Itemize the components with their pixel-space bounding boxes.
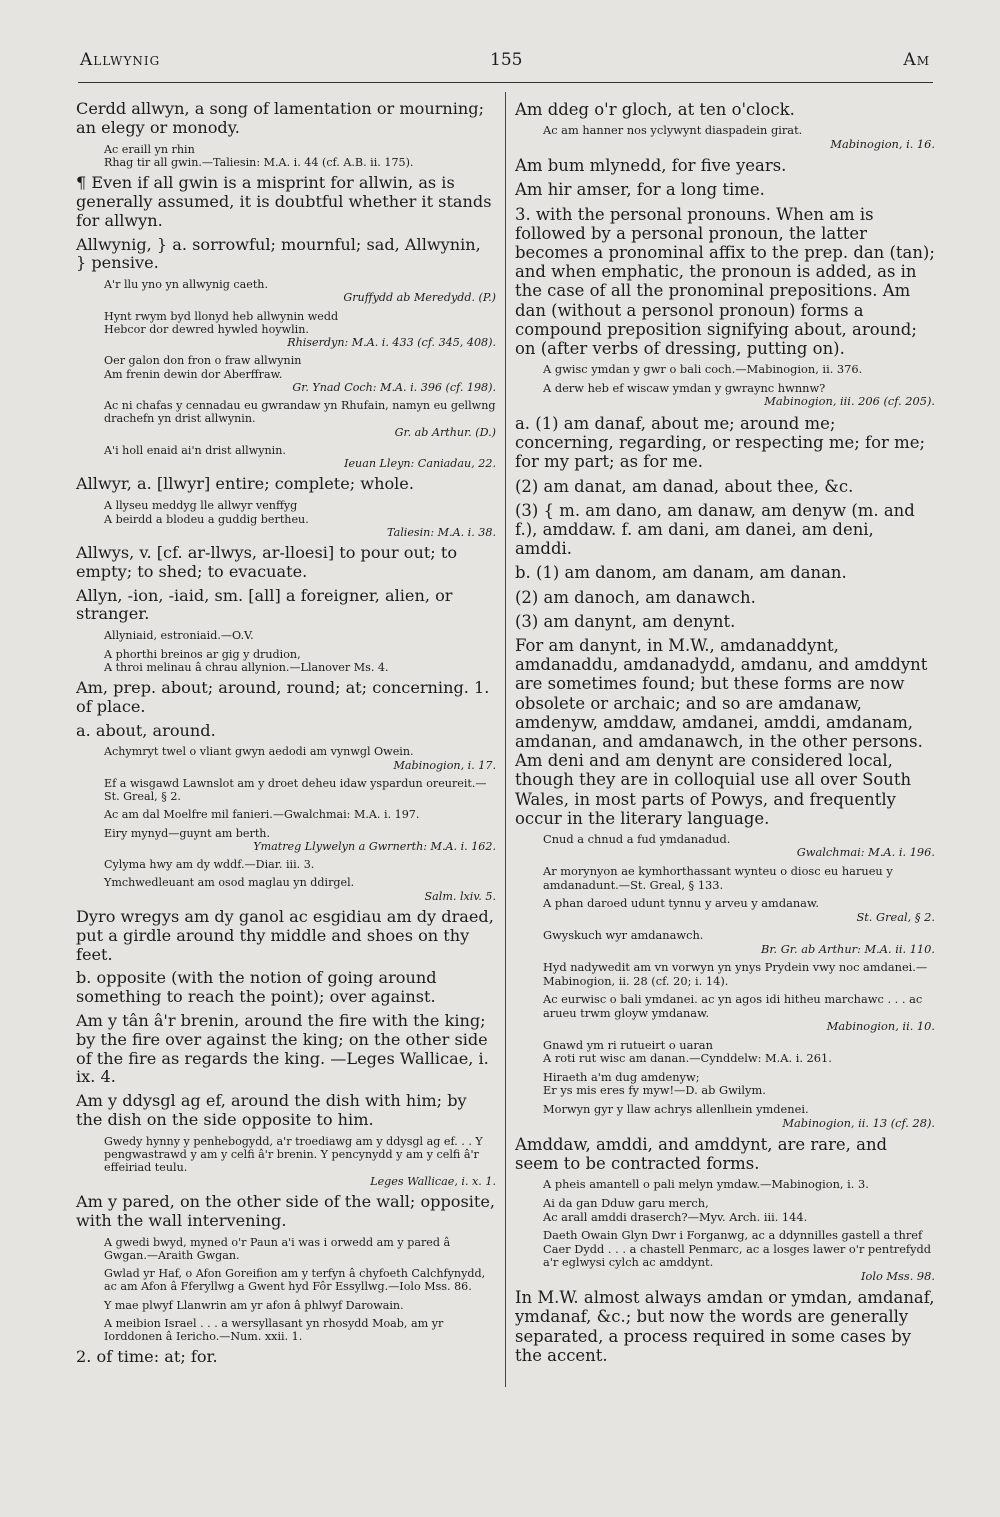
quotation-line: A derw heb ef wiscaw ymdan y gwraync hwnnw?	[543, 380, 826, 395]
quotation-line: Hebcor dor dewred hywled hoywlin.	[104, 322, 309, 336]
entry-paragraph: Allwynig, } a. sorrowful; mournful; sad, Allwynin, } pensive.	[76, 234, 481, 273]
quotation	[104, 1267, 496, 1294]
quotation	[104, 444, 496, 471]
quotation-line: Ef a wisgawd Lawnslot am y droet deheu idaw yspardun oreureit.—St. Greal, § 2.	[104, 776, 487, 804]
page-number: 155	[490, 50, 523, 70]
quotation	[104, 310, 496, 350]
quotation-line: A beirdd a blodeu a guddig bertheu.	[104, 512, 309, 526]
entry-paragraph: b. (1) am danom, am danam, am danan.	[515, 563, 847, 583]
quotation-line: Gwyskuch wyr amdanawch.	[543, 928, 704, 943]
left-column	[76, 100, 496, 1372]
quotation-line: Ac am hanner nos yclywynt diaspadein girat.	[543, 123, 803, 138]
header-rule	[78, 82, 933, 83]
quotation	[104, 827, 496, 854]
quotation	[543, 961, 935, 988]
entry-paragraph: Cerdd allwyn, a song of lamentation or mourning; an elegy or monody.	[76, 99, 485, 137]
right-column	[515, 100, 935, 1370]
running-header	[80, 50, 930, 74]
quotation	[543, 929, 935, 956]
quotation	[104, 745, 496, 772]
entry-paragraph: Am hir amser, for a long time.	[515, 180, 765, 200]
quotation-source: Br. Gr. ab Arthur: M.A. ii. 110.	[760, 941, 935, 956]
entry-paragraph: ¶ Even if all gwin is a misprint for allwin, as is generally assumed, it is doubtful whether it stands for allwyn.	[76, 173, 492, 230]
quotation-line: A gwisc ymdan y gwr o bali coch.—Mabinogion, ii. 376.	[543, 362, 863, 377]
entry-paragraph: Am ddeg o'r gloch, at ten o'clock.	[515, 100, 795, 119]
quotation-line: Ymchwedleuant am osod maglau yn ddirgel.	[104, 876, 355, 890]
quotation-line: Hiraeth a'm dug amdenyw;	[543, 1069, 700, 1084]
entry-paragraph: Allyn, -ion, -iaid, sm. [all] a foreigner, alien, or stranger.	[76, 585, 453, 624]
quotation-source: St. Greal, § 2.	[856, 909, 935, 924]
entry-paragraph: (3) { m. am dano, am danaw, am denyw (m. and f.), amddaw. f. am dani, am danei, am deni, amddi.	[515, 500, 915, 559]
entry-paragraph: a. (1) am danaf, about me; around me; concerning, regarding, or respecting me; for me; for my part; as for me.	[515, 413, 926, 472]
quotation	[543, 1178, 935, 1192]
quotation-line: Achymryt twel o vliant gwyn aedodi am vynwgl Owein.	[104, 745, 414, 759]
quotation-source: Mabinogion, i. 16.	[830, 136, 935, 151]
entry-paragraph: Dyro wregys am dy ganol ac esgidiau am dy draed, put a girdle around thy middle and shoes on thy feet.	[76, 906, 494, 964]
quotation-line: Gwedy hynny y penhebogydd, a'r troediawg am y ddysgl ag ef. . . Y pengwastrawd y am y celfi â'r brenin. Y pencynydd y am y celfi â'r effeiriad teulu.	[104, 1134, 483, 1175]
quotation	[543, 1229, 935, 1283]
quotation-line: Ac am dal Moelfre mil fanieri.—Gwalchmai: M.A. i. 197.	[104, 808, 420, 822]
column-divider	[505, 92, 506, 1387]
entry-paragraph: (2) am danat, am danad, about thee, &c.	[515, 476, 854, 496]
quotation-line: A pheis amantell o pali melyn ymdaw.—Mabinogion, i. 3.	[543, 1177, 869, 1192]
quotation-line: Gwlad yr Haf, o Afon Goreifion am y terfyn â chyfoeth Calchfynydd, ac am Afon â Fferyllwg a Gwent hyd Fôr Essyllwg.—Iolo Mss. 86.	[104, 1267, 486, 1294]
quotation-line: Allyniaid, estroniaid.—O.V.	[104, 629, 254, 643]
quotation	[104, 1236, 496, 1263]
quotation-source: Rhiserdyn: M.A. i. 433 (cf. 345, 408).	[287, 336, 496, 350]
quotation-line: Ac eraill yn rhin	[104, 142, 195, 156]
quotation-source: Iolo Mss. 98.	[861, 1268, 935, 1283]
quotation	[104, 1299, 496, 1312]
quotation	[104, 777, 496, 804]
quotation-line: Cylyma hwy am dy wddf.—Diar. iii. 3.	[104, 858, 315, 872]
quotation-line: Ar morynyon ae kymhorthassant wynteu o diosc eu harueu y amdanadunt.—St. Greal, § 133.	[543, 864, 893, 892]
quotation	[543, 1103, 935, 1130]
entry-paragraph: Allwys, v. [cf. ar-llwys, ar-lloesi] to pour out; to empty; to shed; to evacuate.	[76, 543, 458, 581]
quotation	[543, 833, 935, 860]
quotation-source: Mabinogion, ii. 13 (cf. 28).	[782, 1115, 935, 1130]
quotation-line: A gwedi bwyd, myned o'r Paun a'i was i orwedd am y pared â Gwgan.—Araith Gwgan.	[104, 1235, 451, 1262]
quotation	[543, 897, 935, 924]
entry-paragraph: For am danynt, in M.W., amdanaddynt, amdanaddu, amdanadydd, amdanu, and amddynt are sometimes found; but these forms are now obsolete or archaic; and so are amdanaw, amdenyw, amddaw, amdanei, amddi, amdanam, amdanan, and amdanawch, in the other persons. Am deni and am denynt are considered local, though they are in colloquial use all over South Wales, in most parts of Powys, and frequently occur in the literary language.	[515, 635, 928, 828]
header-left-guideword: Allwynig	[80, 50, 161, 70]
quotation	[104, 858, 496, 871]
quotation-line: Am frenin dewin dor Aberffraw.	[104, 367, 283, 381]
quotation	[543, 1039, 935, 1066]
quotation-source: Leges Wallicae, i. x. 1.	[370, 1174, 496, 1188]
quotation-line: A throi melinau â chrau allynion.—Llanover Ms. 4.	[104, 660, 389, 674]
quotation	[104, 629, 496, 642]
quotation-line: A'r llu yno yn allwynig caeth.	[104, 278, 268, 292]
entry-paragraph: (3) am danynt, am denynt.	[515, 611, 736, 631]
quotation-line: Cnud a chnud a fud ymdanadud.	[543, 831, 731, 846]
entry-paragraph: Am y pared, on the other side of the wall; opposite, with the wall intervening.	[76, 1191, 496, 1230]
quotation-source: Ieuan Lleyn: Caniadau, 22.	[344, 457, 496, 471]
entry-paragraph: (2) am danoch, am danawch.	[515, 587, 756, 607]
quotation-line: Morwyn gyr y llaw achrys allenllıein ymdenei.	[543, 1101, 809, 1116]
quotation-line: Ac arall amddi draserch?—Myv. Arch. iii. 144.	[543, 1209, 808, 1224]
quotation	[104, 399, 496, 439]
quotation-source: Salm. lxiv. 5.	[424, 889, 496, 903]
quotation	[543, 382, 935, 409]
quotation	[104, 278, 496, 305]
entry-paragraph: 2. of time: at; for.	[76, 1347, 218, 1367]
entry-paragraph: Amddaw, amddi, and amddynt, are rare, and seem to be contracted forms.	[515, 1135, 888, 1174]
entry-paragraph: Am y tân â'r brenin, around the fire with the king; by the fire over against the king; on the other side of the fire as regards the king. —Leges Wallicae, i. ix. 4.	[76, 1011, 489, 1087]
quotation-source: Gr. ab Arthur. (D.)	[394, 425, 496, 439]
quotation	[543, 993, 935, 1034]
quotation	[543, 1071, 935, 1098]
quotation	[104, 1317, 496, 1344]
quotation	[543, 363, 935, 377]
quotation-line: Er ys mis eres fy myw!—D. ab Gwilym.	[543, 1083, 766, 1098]
entry-paragraph: In M.W. almost always amdan or ymdan, amdanaf, ymdanaf, &c.; but now the words are generally separated, a process required in some cases by the accent.	[515, 1288, 935, 1365]
quotation-line: Hyd nadywedit am vn vorwyn yn ynys Prydein vwy noc amdanei.—Mabinogion, ii. 28 (cf. 20; i. 14).	[543, 960, 928, 988]
quotation-source: Gruffydd ab Meredydd. (P.)	[343, 291, 496, 305]
quotation-line: Ac eurwisc o bali ymdanei. ac yn agos idi hitheu marchawc . . . ac arueu trwm gloyw ymdanaw.	[543, 992, 923, 1020]
quotation-line: Rhag tir all gwin.—Taliesin: M.A. i. 44 (cf. A.B. ii. 175).	[104, 155, 414, 169]
quotation-source: Taliesin: M.A. i. 38.	[387, 525, 496, 539]
quotation-source: Mabinogion, i. 17.	[393, 758, 496, 772]
quotation-line: A phorthi breinos ar gig y drudion,	[104, 647, 301, 661]
entry-paragraph: a. about, around.	[76, 720, 216, 740]
quotation-line: A roti rut wisc am danan.—Cynddelw: M.A. i. 261.	[543, 1051, 832, 1066]
quotation	[104, 808, 496, 821]
entry-paragraph: Am y ddysgl ag ef, around the dish with him; by the dish on the side opposite to him.	[76, 1091, 467, 1130]
quotation	[104, 648, 496, 675]
quotation-line: A meibion Israel . . . a wersyllasant yn rhosydd Moab, am yr Iorddonen â Iericho.—Num. xxii. 1.	[104, 1316, 444, 1343]
quotation	[104, 876, 496, 903]
quotation	[543, 865, 935, 892]
quotation-line: Ai da gan Dduw garu merch,	[543, 1195, 709, 1210]
quotation	[543, 124, 935, 151]
quotation-source: Gwalchmai: M.A. i. 196.	[796, 845, 935, 860]
quotation-source: Mabinogion, ii. 10.	[826, 1019, 935, 1034]
quotation	[104, 499, 496, 539]
quotation-line: Eiry mynyd—guynt am berth.	[104, 826, 271, 840]
quotation-source: Mabinogion, iii. 206 (cf. 205).	[764, 394, 935, 409]
entry-paragraph: Am bum mlynedd, for five years.	[515, 156, 787, 176]
quotation	[104, 1135, 496, 1188]
quotation	[104, 354, 496, 394]
quotation-line: A phan daroed udunt tynnu y arveu y amdanaw.	[543, 896, 819, 911]
quotation-source: Ymatreg Llywelyn a Gwrnerth: M.A. i. 162.	[253, 839, 496, 853]
quotation-line: Ac ni chafas y cennadau eu gwrandaw yn Rhufain, namyn eu gellwng drachefn yn drist allwynin.	[104, 399, 496, 426]
quotation-line: Hynt rwym byd llonyd heb allwynin wedd	[104, 309, 339, 323]
quotation-line: A llyseu meddyg lle allwyr venffyg	[104, 499, 298, 513]
quotation	[543, 1197, 935, 1224]
quotation-line: Oer galon don fron o fraw allwynin	[104, 354, 302, 368]
entry-paragraph: Am, prep. about; around, round; at; concerning. 1. of place.	[76, 678, 490, 716]
quotation-line: A'i holl enaid ai'n drist allwynin.	[104, 443, 286, 457]
quotation-source: Gr. Ynad Coch: M.A. i. 396 (cf. 198).	[292, 380, 496, 394]
entry-paragraph: 3. with the personal pronouns. When am is followed by a personal pronoun, the latter becomes a pronominal affix to the prep. dan (tan); and when emphatic, the pronoun is added, as in the case of all the pronominal prepositions. Am dan (without a personol pronoun) forms a compound preposition signifying about, around; on (after verbs of dressing, putting on).	[515, 204, 935, 359]
quotation-line: Gnawd ym ri rutueirt o uaran	[543, 1037, 713, 1052]
quotation-line: Y mae plwyf Llanwrin am yr afon â phlwyf Darowain.	[104, 1298, 404, 1312]
header-right-guideword: Am	[903, 50, 930, 70]
entry-paragraph: Allwyr, a. [llwyr] entire; complete; whole.	[76, 474, 414, 494]
quotation	[104, 143, 496, 170]
quotation-line: Daeth Owain Glyn Dwr i Forganwg, ac a ddynnilles gastell a thref Caer Dydd . . . a chastell Penmarc, ac a losges lawer o'r pentrefydd a'r eglwysi cylch ac amddynt.	[543, 1228, 932, 1270]
entry-paragraph: b. opposite (with the notion of going around something to reach the point); over against.	[76, 968, 437, 1007]
